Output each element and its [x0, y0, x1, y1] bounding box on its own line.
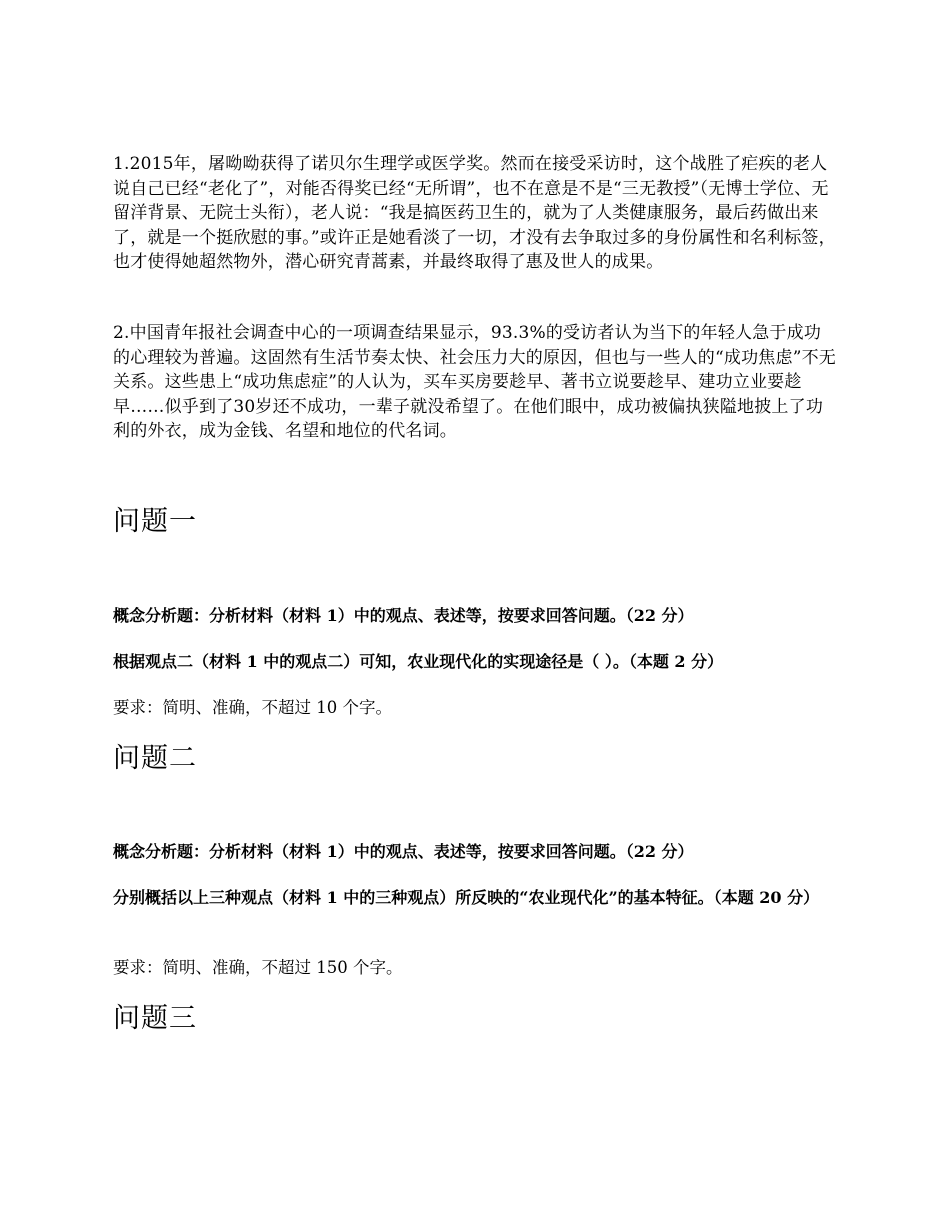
- material-paragraph-1: 1.2015年，屠呦呦获得了诺贝尔生理学或医学奖。然而在接受采访时，这个战胜了疟疾的老人说自己已经“老化了”，对能否得奖已经“无所谓”，也不在意是不是“三无教授”（无博士学位、无留洋背景、无院士头衔），老人说：“我是搞医药卫生的，就为了人类健康服务，最后药做出来了，就是一个挺欣慰的事。”或许正是她看淡了一切，才没有去争取过多的身份属性和名利标签，也才使得她超然物外，潜心研究青蒿素，并最终取得了惠及世人的成果。: [113, 154, 836, 272]
- question-1-heading: 问题一: [113, 506, 197, 537]
- question-1-type: 概念分析题：分析材料（材料 1）中的观点、表述等，按要求回答问题。（22 分）: [113, 606, 694, 625]
- question-3-heading: 问题三: [113, 1003, 197, 1034]
- question-2-heading: 问题二: [113, 743, 197, 774]
- material-paragraph-2: 2.中国青年报社会调查中心的一项调查结果显示，93.3%的受访者认为当下的年轻人急于成功的心理较为普遍。这固然有生活节奏太快、社会压力大的原因，但也与一些人的“成功焦虑”不无关系。这些患上“成功焦虑症”的人认为，买车买房要趁早、著书立说要趁早、建功立业要趁早……似乎到了30岁还不成功，一辈子就没希望了。在他们眼中，成功被偏执狭隘地披上了功利的外衣，成为金钱、名望和地位的代名词。: [113, 323, 836, 441]
- question-1-prompt: 根据观点二（材料 1 中的观点二）可知，农业现代化的实现途径是（ ）。（本题 2 分）: [113, 652, 724, 671]
- question-2-type: 概念分析题：分析材料（材料 1）中的观点、表述等，按要求回答问题。（22 分）: [113, 842, 694, 861]
- question-1-requirement: 要求：简明、准确，不超过 10 个字。: [113, 698, 392, 717]
- question-2-requirement: 要求：简明、准确，不超过 150 个字。: [113, 958, 403, 977]
- question-2-prompt: 分别概括以上三种观点（材料 1 中的三种观点）所反映的“农业现代化”的基本特征。（本题 20 分）: [113, 888, 820, 907]
